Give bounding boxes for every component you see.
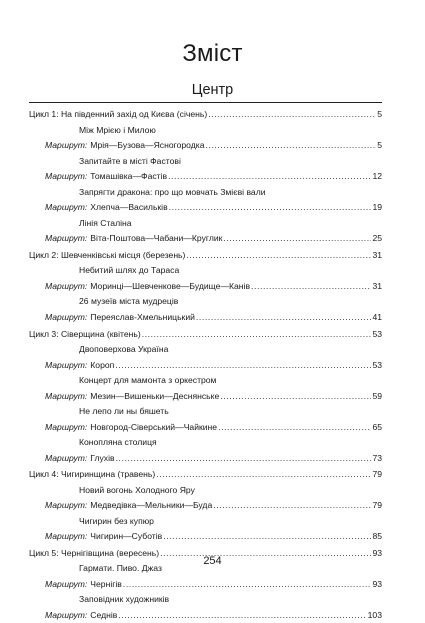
toc-route-entry[interactable] <box>29 200 382 216</box>
story-title: Лінія Сталіна <box>79 217 132 228</box>
toc-cycle-entry[interactable] <box>29 467 382 483</box>
toc-route-entry[interactable] <box>29 358 382 374</box>
route-label: Маршрут: <box>45 280 88 291</box>
route-label: Маршрут: <box>45 452 88 463</box>
route-page-number: 65 <box>372 421 382 432</box>
route-text: Новгород-Сіверський—Чайкине <box>90 421 218 432</box>
toc-story-entry[interactable] <box>29 185 382 201</box>
route-text: Чигирин—Суботів <box>90 531 163 542</box>
dot-leader <box>115 358 371 374</box>
toc-cycle-entry[interactable] <box>29 107 382 123</box>
route-label: Маршрут: <box>45 500 88 511</box>
route-text: Моринці—Шевченкове—Будище—Канів <box>90 280 251 291</box>
story-title: Гармати. Пиво. Джаз <box>79 563 162 574</box>
route-page-number: 19 <box>372 202 382 213</box>
route-text: Глухів <box>90 452 115 463</box>
story-title: Конопляна столиця <box>79 437 157 448</box>
route-label: Маршрут: <box>45 421 88 432</box>
dot-leader <box>208 107 376 123</box>
table-of-contents <box>29 106 382 623</box>
story-title: Чигирин без купюр <box>79 515 154 526</box>
toc-route-entry[interactable] <box>29 529 382 545</box>
dot-leader <box>168 169 371 185</box>
cycle-page-number: 93 <box>372 547 382 558</box>
dot-leader <box>169 200 372 216</box>
dot-leader <box>118 608 366 623</box>
cycle-page-number: 5 <box>377 109 382 120</box>
toc-story-entry[interactable] <box>29 592 382 608</box>
route-page-number: 25 <box>372 233 382 244</box>
story-title: Концерт для мамонта з оркестром <box>79 375 217 386</box>
page-title: Зміст <box>182 40 243 67</box>
toc-story-entry[interactable] <box>29 123 382 139</box>
route-label: Маршрут: <box>45 359 88 370</box>
dot-leader <box>251 279 371 295</box>
route-label: Маршрут: <box>45 140 88 151</box>
route-page-number: 93 <box>372 578 382 589</box>
cycle-page-number: 53 <box>372 328 382 339</box>
cycle-title: Цикл 2: Шевченківські місця (березень) <box>29 249 186 260</box>
toc-story-entry[interactable] <box>29 263 382 279</box>
route-label: Маршрут: <box>45 311 88 322</box>
dot-leader <box>218 420 371 436</box>
dot-leader <box>220 389 371 405</box>
route-label: Маршрут: <box>45 233 88 244</box>
dot-leader <box>186 248 371 264</box>
toc-route-entry[interactable] <box>29 389 382 405</box>
story-title: Заповідник художників <box>79 594 170 605</box>
route-label: Маршрут: <box>45 578 88 589</box>
route-text: Переяслав-Хмельницький <box>90 311 195 322</box>
toc-story-entry[interactable] <box>29 514 382 530</box>
cycle-title: Цикл 1: На південний захід од Києва (січень) <box>29 109 208 120</box>
dot-leader <box>123 577 372 593</box>
toc-story-entry[interactable] <box>29 404 382 420</box>
dot-leader <box>223 231 371 247</box>
route-page-number: 53 <box>372 359 382 370</box>
route-label: Маршрут: <box>45 202 88 213</box>
story-title: Двоповерхова Україна <box>79 344 169 355</box>
route-text: Хлепча—Васильків <box>90 202 168 213</box>
toc-story-entry[interactable] <box>29 435 382 451</box>
route-text: Медведівка—Мельники—Буда <box>90 500 213 511</box>
toc-route-entry[interactable] <box>29 310 382 326</box>
story-title: 26 музеїв міста мудреців <box>79 296 179 307</box>
story-title: Запрягти дракона: про що мовчать Змієві вали <box>79 186 266 197</box>
route-text: Чернігів <box>90 578 122 589</box>
toc-cycle-entry[interactable] <box>29 248 382 264</box>
route-page-number: 73 <box>372 452 382 463</box>
toc-story-entry[interactable] <box>29 154 382 170</box>
route-page-number: 103 <box>367 609 382 620</box>
page-number: 254 <box>203 555 222 567</box>
toc-story-entry[interactable] <box>29 373 382 389</box>
dot-leader <box>196 310 372 326</box>
route-page-number: 5 <box>377 140 382 151</box>
route-label: Маршрут: <box>45 531 88 542</box>
cycle-title: Цикл 4: Чигиринщина (травень) <box>29 469 156 480</box>
toc-route-entry[interactable] <box>29 231 382 247</box>
cycle-title: Цикл 5: Чернігівщина (вересень) <box>29 547 160 558</box>
toc-route-entry[interactable] <box>29 498 382 514</box>
story-title: Між Мрією і Милою <box>79 124 156 135</box>
story-title: Небитий шлях до Тараса <box>79 265 180 276</box>
route-text: Седнів <box>90 609 118 620</box>
toc-cycle-entry[interactable] <box>29 327 382 343</box>
route-page-number: 12 <box>372 171 382 182</box>
dot-leader <box>205 138 376 154</box>
toc-route-entry[interactable] <box>29 451 382 467</box>
route-page-number: 41 <box>372 311 382 322</box>
dot-leader <box>116 451 372 467</box>
cycle-page-number: 79 <box>372 469 382 480</box>
cycle-title: Цикл 3: Сіверщина (квітень) <box>29 328 141 339</box>
toc-route-entry[interactable] <box>29 169 382 185</box>
route-text: Короп <box>90 359 115 370</box>
story-title: Новий вогонь Холодного Яру <box>79 484 195 495</box>
toc-story-entry[interactable] <box>29 294 382 310</box>
story-title: Запитайте в місті Фастові <box>79 155 181 166</box>
toc-story-entry[interactable] <box>29 342 382 358</box>
dot-leader <box>163 529 371 545</box>
toc-route-entry[interactable] <box>29 608 382 623</box>
route-label: Маршрут: <box>45 609 88 620</box>
route-page-number: 59 <box>372 390 382 401</box>
route-text: Мезин—Вишеньки—Деснянське <box>90 390 220 401</box>
route-label: Маршрут: <box>45 390 88 401</box>
route-page-number: 31 <box>372 280 382 291</box>
toc-story-entry[interactable] <box>29 483 382 499</box>
dot-leader <box>156 467 371 483</box>
route-label: Маршрут: <box>45 171 88 182</box>
dot-leader <box>142 327 372 343</box>
toc-route-entry[interactable] <box>29 138 382 154</box>
cycle-page-number: 31 <box>372 249 382 260</box>
toc-route-entry[interactable] <box>29 420 382 436</box>
section-title: Центр <box>191 82 234 98</box>
section-divider <box>29 102 382 103</box>
dot-leader <box>213 498 371 514</box>
story-title: Не лепо ли ны бяшеть <box>79 406 169 417</box>
route-text: Томашівка—Фастів <box>90 171 168 182</box>
toc-story-entry[interactable] <box>29 216 382 232</box>
route-page-number: 79 <box>372 500 382 511</box>
route-text: Віта-Поштова—Чабани—Круглик <box>90 233 223 244</box>
toc-route-entry[interactable] <box>29 279 382 295</box>
toc-route-entry[interactable] <box>29 577 382 593</box>
route-page-number: 85 <box>372 531 382 542</box>
route-text: Мрія—Бузова—Ясногородка <box>90 140 205 151</box>
